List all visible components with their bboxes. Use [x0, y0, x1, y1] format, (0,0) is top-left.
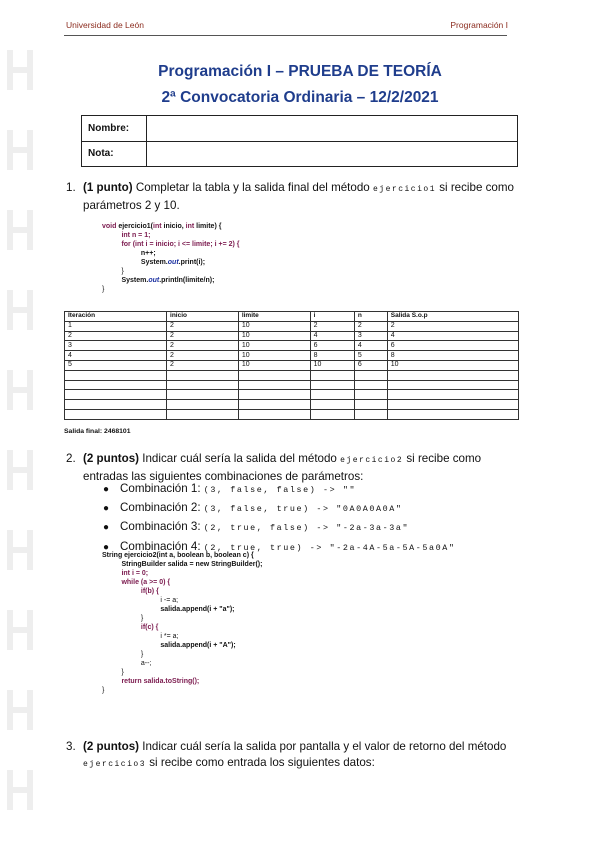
code-ejercicio1 — [102, 222, 240, 294]
table-cell[interactable]: 2 — [310, 321, 354, 331]
exam-subtitle: 2ª Convocatoria Ordinaria – 12/2/2021 — [161, 89, 439, 106]
code-line: if(b) { — [140, 588, 159, 595]
table-header-cell: inicio — [167, 312, 239, 322]
table-row — [65, 409, 519, 419]
table-cell[interactable]: 6 — [387, 341, 518, 351]
code-token: .print(i); — [178, 259, 206, 266]
table-cell[interactable]: 2 — [167, 351, 239, 361]
nota-field[interactable] — [147, 141, 518, 167]
code-line: int i = 0; — [121, 570, 149, 577]
salida-final: Salida final: 2468101 — [64, 428, 131, 435]
code-line: n++; — [140, 250, 156, 257]
table-cell[interactable]: 2 — [387, 321, 518, 331]
table-row — [65, 331, 519, 341]
table-cell[interactable]: 10 — [310, 360, 354, 370]
table-cell[interactable] — [65, 380, 167, 390]
table-cell[interactable] — [387, 390, 518, 400]
table-cell[interactable] — [65, 390, 167, 400]
table-cell[interactable]: 2 — [167, 341, 239, 351]
code-line: } — [121, 669, 124, 676]
table-cell[interactable] — [387, 380, 518, 390]
table-header-cell: limite — [238, 312, 310, 322]
table-cell[interactable]: 10 — [387, 360, 518, 370]
question-text: Completar la tabla y la salida final del método — [132, 181, 373, 194]
table-cell[interactable] — [238, 390, 310, 400]
table-cell[interactable]: 3 — [65, 341, 167, 351]
code-token: .println(limite/n); — [159, 277, 215, 284]
combo-value: (3, false, false) -> "" — [203, 485, 357, 495]
method-name: ejercicio1 — [372, 185, 436, 194]
question-text: si recibe como entrada los siguientes datos: — [146, 756, 375, 769]
table-cell[interactable]: 5 — [354, 351, 387, 361]
table-header-cell: n — [354, 312, 387, 322]
code-token: int — [185, 223, 197, 230]
code-line: a--; — [140, 660, 152, 667]
question-text: parámetros 2 y 10. — [83, 199, 180, 212]
table-cell[interactable]: 10 — [238, 360, 310, 370]
code-line: return salida.toString(); — [121, 678, 200, 685]
combo-value: (3, false, true) -> "0A0A0A0A" — [203, 504, 403, 515]
table-cell[interactable] — [238, 409, 310, 419]
table-row — [65, 351, 519, 361]
table-row — [65, 400, 519, 410]
table-row — [65, 390, 519, 400]
table-row — [65, 380, 519, 390]
table-cell[interactable]: 8 — [310, 351, 354, 361]
table-cell[interactable] — [354, 380, 387, 390]
question-text: si recibe como — [436, 181, 514, 194]
combo-value: (2, true, false) -> "-2a-3a-3a" — [203, 523, 410, 534]
table-cell[interactable] — [387, 409, 518, 419]
question-1 — [66, 180, 536, 214]
code-token: int — [153, 223, 164, 230]
table-cell[interactable] — [387, 370, 518, 380]
code-token: System. — [121, 277, 149, 284]
table-cell[interactable] — [354, 400, 387, 410]
table-cell[interactable]: 4 — [387, 331, 518, 341]
table-cell[interactable] — [310, 380, 354, 390]
question-text: Indicar cuál sería la salida del método — [139, 452, 341, 465]
code-line: i -= a; — [160, 597, 179, 604]
combo-label: Combinación 4: — [120, 539, 204, 553]
table-cell[interactable] — [310, 400, 354, 410]
code-token: ) { — [214, 223, 222, 230]
table-cell[interactable]: 4 — [354, 341, 387, 351]
code-token: out — [167, 259, 179, 266]
iteration-table — [64, 311, 519, 420]
table-header-cell: Salida S.o.p — [387, 312, 518, 322]
code-line: } — [140, 651, 144, 658]
table-cell[interactable] — [65, 409, 167, 419]
table-cell[interactable] — [310, 409, 354, 419]
question-text: Indicar cuál sería la salida por pantalla y el valor de retorno del método — [139, 740, 507, 753]
code-line: i *= a; — [160, 633, 179, 640]
table-cell[interactable] — [310, 390, 354, 400]
question-number: 3. — [66, 740, 76, 753]
table-cell[interactable] — [387, 400, 518, 410]
table-cell[interactable] — [354, 370, 387, 380]
combination-list — [103, 480, 456, 557]
code-line: int n = 1; — [121, 232, 151, 239]
question-text: entradas las siguientes combinaciones de parámetros: — [83, 470, 364, 483]
code-line: } — [102, 286, 105, 293]
question-points: (1 punto) — [83, 181, 133, 194]
table-cell[interactable]: 2 — [167, 360, 239, 370]
table-cell[interactable] — [238, 380, 310, 390]
method-name: ejercicio2 — [340, 456, 404, 465]
question-number: 2. — [66, 452, 76, 465]
code-line: salida.append(i + "a"); — [160, 606, 235, 613]
table-cell[interactable] — [65, 370, 167, 380]
table-row — [65, 321, 519, 331]
table-header-row — [65, 312, 519, 322]
table-cell[interactable] — [167, 400, 239, 410]
table-cell[interactable] — [238, 370, 310, 380]
table-cell[interactable]: 2 — [354, 321, 387, 331]
table-cell[interactable]: 10 — [238, 321, 310, 331]
table-cell[interactable]: 6 — [354, 360, 387, 370]
combo-label: Combinación 3: — [120, 520, 204, 534]
table-cell[interactable]: 2 — [167, 321, 239, 331]
list-item: ● Combinación 2: (3, false, true) -> "0A0A0A0A" — [103, 501, 403, 515]
header-divider — [64, 35, 507, 36]
table-header-cell: Iteración — [65, 312, 167, 322]
combo-label: Combinación 2: — [120, 501, 204, 515]
code-token: void — [102, 223, 119, 230]
table-cell[interactable]: 3 — [354, 331, 387, 341]
header-university: Universidad de León — [66, 20, 144, 30]
code-line: while (a >= 0) { — [121, 579, 171, 586]
table-row — [65, 341, 519, 351]
table-cell[interactable]: 4 — [310, 331, 354, 341]
nota-label: Nota: — [82, 141, 147, 167]
exam-title: Programación I – PRUEBA DE TEORÍA — [158, 63, 442, 80]
code-token: out — [148, 277, 160, 284]
table-cell[interactable]: 10 — [238, 331, 310, 341]
combo-label: Combinación 1: — [120, 482, 204, 495]
code-line: } — [121, 268, 124, 275]
question-number: 1. — [66, 181, 76, 194]
table-cell[interactable] — [354, 409, 387, 419]
table-cell[interactable]: 5 — [65, 360, 167, 370]
table-cell[interactable] — [167, 409, 239, 419]
list-item: ● Combinación 1: (3, false, false) -> "" — [103, 482, 357, 495]
code-line: StringBuilder salida = new StringBuilder(); — [121, 561, 263, 568]
table-cell[interactable]: 10 — [238, 351, 310, 361]
code-line: } — [140, 615, 144, 622]
list-item: ● Combinación 4: (2, true, true) -> "-2a-4A-5a-5A-5a0A" — [103, 539, 456, 553]
table-cell[interactable] — [354, 390, 387, 400]
code-line: salida.append(i + "A"); — [160, 642, 236, 649]
code-token: ( — [150, 223, 153, 230]
table-cell[interactable] — [167, 390, 239, 400]
table-cell[interactable] — [238, 400, 310, 410]
code-token: inicio, — [163, 223, 186, 230]
question-points: (2 puntos) — [83, 740, 140, 753]
method-name: ejercicio3 — [83, 760, 147, 769]
table-cell[interactable] — [167, 370, 239, 380]
list-item: ● Combinación 3: (2, true, false) -> "-2a-3a-3a" — [103, 520, 410, 534]
table-row — [65, 360, 519, 370]
student-info-table — [81, 115, 518, 167]
nombre-label: Nombre: — [82, 116, 147, 142]
question-text: si recibe como — [403, 452, 482, 465]
header-course: Programación I — [450, 20, 508, 30]
question-points: (2 puntos) — [83, 452, 140, 465]
table-row — [65, 370, 519, 380]
code-ejercicio2 — [102, 551, 262, 695]
table-cell[interactable]: 8 — [387, 351, 518, 361]
nombre-field[interactable] — [147, 116, 518, 142]
table-header-cell: i — [310, 312, 354, 322]
code-line: for (int i = inicio; i <= limite; i += 2) { — [121, 241, 240, 248]
code-token: System. — [140, 259, 168, 266]
code-line: String ejercicio2(int a, boolean b, boolean c) { — [102, 552, 254, 559]
code-token: limite — [196, 223, 215, 230]
code-line: if(c) { — [140, 624, 159, 631]
combo-value: (2, true, true) -> "-2a-4A-5a-5A-5a0A" — [203, 542, 456, 553]
table-cell[interactable]: 1 — [65, 321, 167, 331]
table-cell[interactable] — [310, 370, 354, 380]
table-cell[interactable] — [65, 400, 167, 410]
table-cell[interactable] — [167, 380, 239, 390]
table-cell[interactable]: 6 — [310, 341, 354, 351]
table-cell[interactable]: 10 — [238, 341, 310, 351]
question-3 — [66, 739, 536, 773]
code-line: } — [102, 687, 105, 694]
table-cell[interactable]: 2 — [167, 331, 239, 341]
code-token: ejercicio1 — [118, 223, 151, 230]
table-cell[interactable]: 4 — [65, 351, 167, 361]
table-cell[interactable]: 2 — [65, 331, 167, 341]
